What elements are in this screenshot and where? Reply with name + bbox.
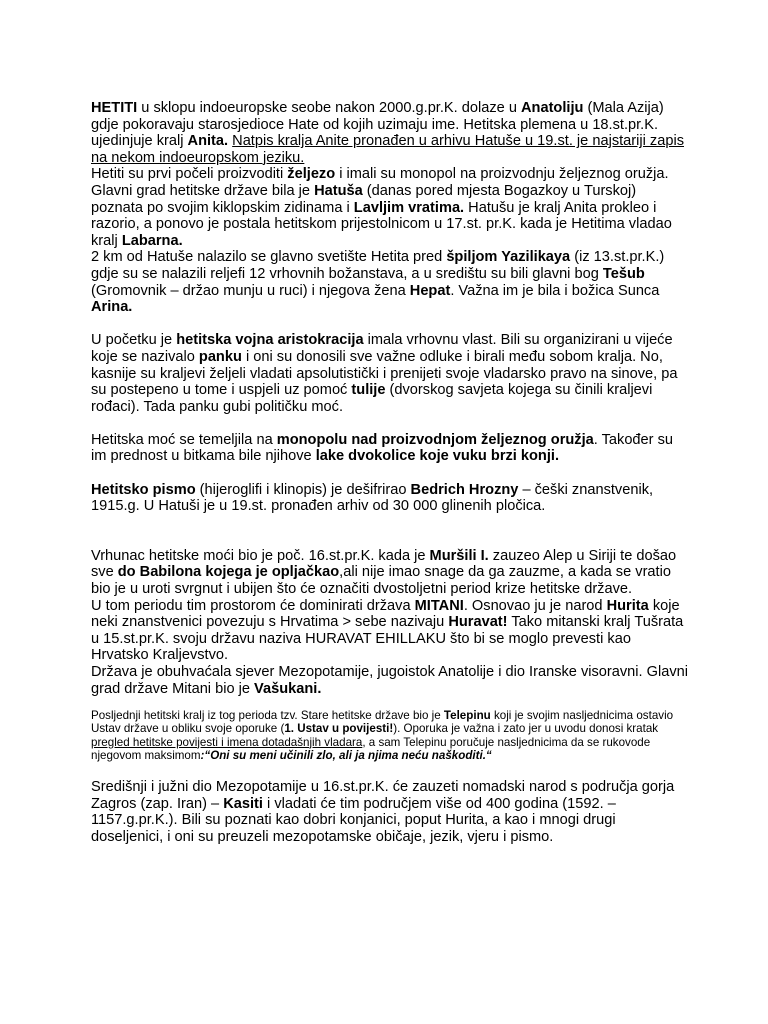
term-tesub: Tešub: [602, 265, 645, 282]
term-lavlja-vrata: Lavljim vratima.: [353, 199, 465, 216]
term-anatolija: Anatoliju: [521, 100, 584, 116]
term-hetiti: HETITI: [91, 100, 138, 116]
paragraph-hetitsko-pismo: Hetitsko pismo (hijeroglifi i klinopis) je dešifrirao Bedrich Hrozny – češki znanstvenik, 1915.g. U Hatuši je u 19.st. pronađen arhiv od 30 000 glinenih pločica.: [91, 481, 654, 515]
document-page: [91, 100, 691, 845]
paragraph-vrhunac-mitani: Vrhunac hetitske moći bio je poč. 16.st.pr.K. kada je Muršili I. zauzeo Alep u Siriji te došao sve do Babilona kojega je opljačkao,ali nije imao snage da ga zauzme, a kada se vratio bio je u uroti svrgnut i ubijen što će označiti dvostoljetni period krize hetitske države. U tom periodu tim prostorom će dominirati država MITANI. Osnovao ju je narod Hurita koje neki znanstvenici povezuju s Hrvatima > sebe nazivaju Huravat! Tako mitanski kralj Tušrata u 15.st.pr.K. svoju državu naziva HURAVAT EHILLAKU što bi se moglo prevesti kao Hrvatsko Kraljevstvo. Država je obuhvaćala sjever Mezopotamije, jugoistok Anatolije i dio Iranske visoravni. Glavni grad države Mitani bio je Vašukani.: [91, 547, 689, 697]
paragraph-hetiti-intro: HETITI u sklopu indoeuropske seobe nakon 2000.g.pr.K. dolaze u Anatoliju (Mala Azija) gdje pokoravaju starosjedioce Hate od kojih uzimaju ime. Hetitska plemena u 18.st.pr.K. ujedinjuje kralj Anita. Natpis kralja Anite pronađen u arhivu Hatuše u 19.st. je najstariji zapis na nekom indoeuropskom jeziku. Hetiti su prvi počeli proizvoditi željezo i imali su monopol na proizvodnju željeznog oružja. Glavni grad hetitske države bila je Hatuša (danas pored mjesta Bogazkoy u Turskoj) poznata po svojim kiklopskim zidinama i Lavljim vratima. Hatušu je kralj Anita prokleo i razorio, a ponovo je postala hetitskom prijestolnicom u 17.st. pr.K. kada je Hetitima vladao kralj Labarna. 2 km od Hatuše nalazilo se glavno svetište Hetita pred špiljom Yazilikaya (iz 13.st.pr.K.) gdje su se nalazili reljefi 12 vrhovnih božanstava, a u središtu su bili glavni bog Tešub (Gromovnik – držao munju u ruci) i njegova žena Hepat. Važna im je bila i božica Sunca Arina.: [91, 100, 684, 316]
term-zeljezo: željezo: [287, 166, 336, 183]
paragraph-kasiti: Središnji i južni dio Mezopotamije u 16.st.pr.K. će zauzeti nomadski narod s područja gorja Zagros (zap. Iran) – Kasiti i vladati će tim područjem više od 400 godina (1592. – 1157.g.pr.K.). Bili su poznati kao dobri konjanici, poput Hurita, a kao i mnogi drugi doseljenici, i oni su preuzeli mezopotamske običaje, jezik, vjeru i pismo.: [91, 778, 675, 845]
term-labarna: Labarna.: [121, 232, 183, 249]
term-anita: Anita.: [187, 133, 229, 150]
term-arina: Arina.: [91, 299, 133, 316]
underlined-inscription-note: Natpis kralja Anite pronađen u arhivu Hatuše u 19.st. je najstariji zapis na nekom indoeuropskom jeziku.: [91, 133, 684, 166]
term-hepat: Hepat: [409, 282, 451, 299]
term-hatusa: Hatuša: [314, 182, 363, 199]
paragraph-telepinu: Posljednji hetitski kralj iz tog perioda tzv. Stare hetitske države bio je Telepinu koji je svojim nasljednicima ostavio Ustav države u obliku svoje oporuke (1. Ustav u povijesti!). Oporuka je važna i zato jer u uvodu donosi kratak pregled hetitske povijesti i imena dotadašnjih vladara, a sam Telepinu poručuje nasljednicima da se rukovode njegovom maksimom:“Oni su meni učinili zlo, ali ja njima neću naškoditi.“: [91, 709, 674, 763]
paragraph-aristokracija: U početku je hetitska vojna aristokracija imala vrhovnu vlast. Bili su organizirani u vijeće koje se nazivalo panku i oni su donosili sve važne odluke i birali među sobom kralja. No, kasnije su kraljevi željeli vladati apsolutistički i prenijeti svoje vladarsko pravo na sinove, pa su postepeno u tome i uspjeli uz pomoć tulije (dvorskog savjeta kojega su činili kraljevi rođaci). Tada panku gubi političku moć.: [91, 332, 678, 415]
paragraph-hetitska-moc: Hetitska moć se temeljila na monopolu nad proizvodnjom željeznog oružja. Također su im prednost u bitkama bile njihove lake dvokolice koje vuku brzi konji.: [91, 431, 673, 465]
term-yazilikaya: špiljom Yazilikaya: [446, 249, 571, 266]
